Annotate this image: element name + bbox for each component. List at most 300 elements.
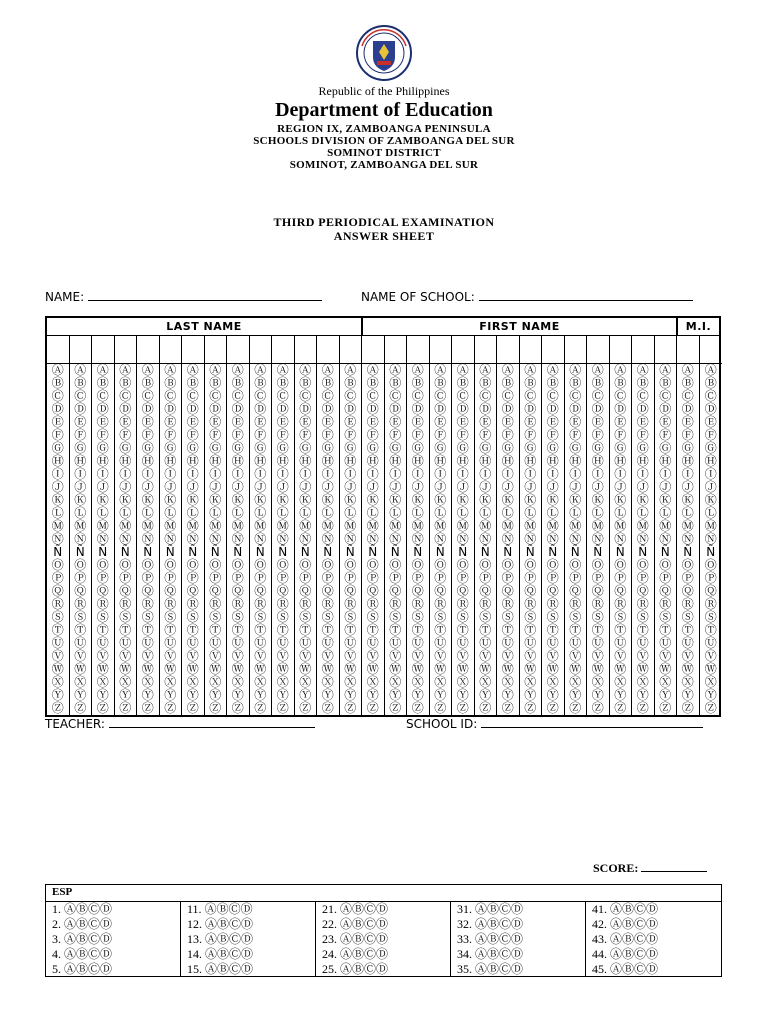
choice-bubble[interactable]: Ⓓ: [376, 917, 389, 931]
letter-bubble[interactable]: Ⓣ: [74, 623, 87, 637]
letter-bubble[interactable]: Ⓧ: [344, 675, 357, 689]
letter-bubble[interactable]: Ⓔ: [389, 415, 402, 429]
choice-bubble[interactable]: Ⓑ: [217, 917, 230, 931]
letter-bubble[interactable]: Ñ: [210, 545, 220, 559]
choice-bubble[interactable]: Ⓒ: [228, 902, 241, 916]
letter-bubble[interactable]: Ⓛ: [164, 506, 177, 520]
letter-bubble[interactable]: Ⓠ: [119, 584, 132, 598]
letter-bubble[interactable]: Ⓑ: [366, 376, 379, 390]
letter-write-box[interactable]: [70, 336, 92, 364]
letter-bubble[interactable]: Ⓑ: [164, 376, 177, 390]
letter-bubble[interactable]: Ⓗ: [479, 454, 492, 468]
letter-bubble[interactable]: Ⓗ: [636, 454, 649, 468]
letter-bubble[interactable]: Ⓡ: [636, 597, 649, 611]
letter-bubble[interactable]: Ⓠ: [344, 584, 357, 598]
choice-bubble[interactable]: Ⓒ: [499, 917, 512, 931]
letter-bubble[interactable]: Ⓗ: [659, 454, 672, 468]
letter-bubble[interactable]: Ñ: [638, 545, 648, 559]
letter-bubble[interactable]: Ⓟ: [164, 571, 177, 585]
choice-bubble[interactable]: Ⓒ: [229, 962, 242, 976]
letter-bubble[interactable]: Ⓦ: [74, 662, 87, 676]
choice-bubble[interactable]: Ⓐ: [64, 917, 77, 931]
letter-bubble[interactable]: Ⓦ: [321, 662, 334, 676]
letter-bubble[interactable]: Ⓜ: [456, 519, 469, 533]
letter-bubble[interactable]: Ⓧ: [74, 675, 87, 689]
letter-bubble[interactable]: Ⓘ: [119, 467, 132, 481]
letter-bubble[interactable]: Ⓑ: [704, 376, 717, 390]
letter-bubble[interactable]: Ⓐ: [681, 363, 694, 377]
choice-bubble[interactable]: Ⓐ: [64, 932, 77, 946]
letter-bubble[interactable]: Ⓝ: [456, 532, 469, 546]
letter-bubble[interactable]: Ⓨ: [704, 688, 717, 702]
letter-bubble[interactable]: Ⓟ: [186, 571, 199, 585]
letter-bubble[interactable]: Ⓡ: [119, 597, 132, 611]
letter-bubble[interactable]: Ⓢ: [704, 610, 717, 624]
letter-bubble[interactable]: Ⓝ: [546, 532, 559, 546]
letter-bubble[interactable]: Ⓡ: [456, 597, 469, 611]
choice-bubble[interactable]: Ⓐ: [204, 902, 217, 916]
letter-bubble[interactable]: Ⓔ: [209, 415, 222, 429]
letter-bubble[interactable]: Ⓩ: [209, 701, 222, 715]
letter-bubble[interactable]: Ⓟ: [524, 571, 537, 585]
letter-bubble[interactable]: Ⓐ: [569, 363, 582, 377]
choice-bubble[interactable]: Ⓓ: [376, 932, 389, 946]
letter-bubble[interactable]: Ⓨ: [366, 688, 379, 702]
letter-bubble[interactable]: Ⓨ: [254, 688, 267, 702]
letter-bubble[interactable]: Ⓚ: [546, 493, 559, 507]
letter-bubble[interactable]: Ⓒ: [74, 389, 87, 403]
letter-bubble[interactable]: Ⓞ: [659, 558, 672, 572]
choice-bubble[interactable]: Ⓓ: [646, 947, 659, 961]
letter-bubble[interactable]: Ⓙ: [659, 480, 672, 494]
letter-bubble[interactable]: Ⓓ: [51, 402, 64, 416]
letter-bubble[interactable]: Ⓣ: [276, 623, 289, 637]
letter-bubble[interactable]: Ⓙ: [389, 480, 402, 494]
letter-bubble[interactable]: Ⓢ: [389, 610, 402, 624]
letter-bubble[interactable]: Ⓗ: [96, 454, 109, 468]
letter-bubble[interactable]: Ⓖ: [321, 441, 334, 455]
letter-bubble[interactable]: Ⓦ: [186, 662, 199, 676]
letter-bubble[interactable]: Ⓙ: [524, 480, 537, 494]
letter-bubble[interactable]: Ⓣ: [456, 623, 469, 637]
choice-bubble[interactable]: Ⓐ: [475, 962, 488, 976]
name-field[interactable]: [45, 290, 322, 304]
letter-bubble[interactable]: Ⓤ: [546, 636, 559, 650]
letter-bubble[interactable]: Ⓑ: [479, 376, 492, 390]
letter-bubble[interactable]: Ⓞ: [231, 558, 244, 572]
choice-bubble[interactable]: Ⓒ: [88, 917, 101, 931]
letter-bubble[interactable]: Ⓨ: [344, 688, 357, 702]
letter-bubble[interactable]: Ⓩ: [704, 701, 717, 715]
letter-bubble[interactable]: Ⓕ: [389, 428, 402, 442]
letter-bubble[interactable]: Ⓧ: [299, 675, 312, 689]
letter-bubble[interactable]: Ⓤ: [434, 636, 447, 650]
letter-bubble[interactable]: Ⓟ: [74, 571, 87, 585]
letter-bubble[interactable]: Ⓨ: [96, 688, 109, 702]
letter-bubble[interactable]: Ⓐ: [321, 363, 334, 377]
letter-bubble[interactable]: Ⓢ: [366, 610, 379, 624]
letter-bubble[interactable]: Ⓓ: [96, 402, 109, 416]
letter-bubble[interactable]: Ⓛ: [524, 506, 537, 520]
letter-bubble[interactable]: Ⓓ: [434, 402, 447, 416]
letter-bubble[interactable]: Ⓒ: [164, 389, 177, 403]
letter-bubble[interactable]: Ⓝ: [524, 532, 537, 546]
letter-bubble[interactable]: Ⓘ: [321, 467, 334, 481]
letter-bubble[interactable]: Ⓘ: [186, 467, 199, 481]
letter-bubble[interactable]: Ⓩ: [659, 701, 672, 715]
letter-bubble[interactable]: Ⓒ: [681, 389, 694, 403]
letter-bubble[interactable]: Ⓩ: [344, 701, 357, 715]
letter-bubble[interactable]: Ⓜ: [74, 519, 87, 533]
letter-bubble[interactable]: Ⓟ: [51, 571, 64, 585]
letter-bubble[interactable]: Ⓣ: [366, 623, 379, 637]
letter-bubble[interactable]: Ñ: [413, 545, 423, 559]
letter-bubble[interactable]: Ⓞ: [74, 558, 87, 572]
letter-bubble[interactable]: Ⓜ: [659, 519, 672, 533]
letter-bubble[interactable]: Ⓔ: [231, 415, 244, 429]
letter-bubble[interactable]: Ⓚ: [164, 493, 177, 507]
letter-bubble[interactable]: Ⓚ: [209, 493, 222, 507]
letter-bubble[interactable]: Ⓦ: [276, 662, 289, 676]
choice-bubble[interactable]: Ⓓ: [376, 902, 389, 916]
letter-bubble[interactable]: Ⓥ: [456, 649, 469, 663]
letter-bubble[interactable]: Ⓒ: [366, 389, 379, 403]
letter-bubble[interactable]: Ⓘ: [254, 467, 267, 481]
letter-bubble[interactable]: Ⓑ: [321, 376, 334, 390]
letter-bubble[interactable]: Ⓘ: [141, 467, 154, 481]
letter-bubble[interactable]: Ⓧ: [209, 675, 222, 689]
choice-bubble[interactable]: Ⓓ: [511, 932, 524, 946]
letter-bubble[interactable]: Ⓐ: [411, 363, 424, 377]
letter-bubble[interactable]: Ⓛ: [344, 506, 357, 520]
letter-bubble[interactable]: Ⓖ: [479, 441, 492, 455]
letter-bubble[interactable]: Ⓛ: [434, 506, 447, 520]
letter-bubble[interactable]: Ⓦ: [456, 662, 469, 676]
letter-bubble[interactable]: Ⓢ: [659, 610, 672, 624]
letter-bubble[interactable]: Ⓤ: [321, 636, 334, 650]
letter-bubble[interactable]: Ⓖ: [636, 441, 649, 455]
letter-bubble[interactable]: Ⓩ: [479, 701, 492, 715]
letter-bubble[interactable]: Ⓚ: [456, 493, 469, 507]
letter-bubble[interactable]: Ⓖ: [434, 441, 447, 455]
letter-bubble[interactable]: Ⓘ: [501, 467, 514, 481]
letter-bubble[interactable]: Ⓗ: [524, 454, 537, 468]
choice-bubble[interactable]: Ⓓ: [511, 962, 524, 976]
choice-bubble[interactable]: Ⓑ: [352, 902, 365, 916]
letter-bubble[interactable]: Ⓗ: [344, 454, 357, 468]
letter-write-box[interactable]: [587, 336, 609, 364]
letter-bubble[interactable]: Ⓦ: [591, 662, 604, 676]
letter-bubble[interactable]: Ⓞ: [636, 558, 649, 572]
letter-bubble[interactable]: Ⓔ: [299, 415, 312, 429]
letter-write-box[interactable]: [632, 336, 654, 364]
letter-bubble[interactable]: Ⓓ: [591, 402, 604, 416]
letter-write-box[interactable]: [700, 336, 723, 364]
letter-bubble[interactable]: Ⓔ: [254, 415, 267, 429]
letter-write-box[interactable]: [610, 336, 632, 364]
letter-bubble[interactable]: Ⓛ: [321, 506, 334, 520]
letter-bubble[interactable]: Ñ: [75, 545, 85, 559]
choice-bubble[interactable]: Ⓓ: [100, 902, 113, 916]
choice-bubble[interactable]: Ⓑ: [352, 932, 365, 946]
letter-bubble[interactable]: Ⓖ: [591, 441, 604, 455]
letter-bubble[interactable]: Ⓦ: [254, 662, 267, 676]
letter-bubble[interactable]: Ⓣ: [186, 623, 199, 637]
letter-bubble[interactable]: Ⓩ: [141, 701, 154, 715]
letter-bubble[interactable]: Ⓐ: [456, 363, 469, 377]
letter-bubble[interactable]: Ⓧ: [411, 675, 424, 689]
letter-bubble[interactable]: Ⓞ: [456, 558, 469, 572]
letter-bubble[interactable]: Ⓗ: [366, 454, 379, 468]
choice-bubble[interactable]: Ⓓ: [100, 947, 113, 961]
letter-bubble[interactable]: Ⓠ: [569, 584, 582, 598]
letter-bubble[interactable]: Ⓜ: [524, 519, 537, 533]
letter-bubble[interactable]: Ⓖ: [186, 441, 199, 455]
letter-write-box[interactable]: [47, 336, 69, 364]
letter-bubble[interactable]: Ⓚ: [141, 493, 154, 507]
letter-bubble[interactable]: Ⓠ: [659, 584, 672, 598]
letter-bubble[interactable]: Ⓝ: [164, 532, 177, 546]
letter-bubble[interactable]: Ⓛ: [74, 506, 87, 520]
letter-bubble[interactable]: Ⓒ: [299, 389, 312, 403]
letter-bubble[interactable]: Ⓥ: [434, 649, 447, 663]
letter-bubble[interactable]: Ⓕ: [96, 428, 109, 442]
choice-bubble[interactable]: Ⓒ: [499, 932, 512, 946]
letter-bubble[interactable]: Ⓤ: [389, 636, 402, 650]
choice-bubble[interactable]: Ⓑ: [487, 917, 500, 931]
letter-bubble[interactable]: Ⓔ: [456, 415, 469, 429]
letter-bubble[interactable]: Ⓩ: [636, 701, 649, 715]
letter-bubble[interactable]: Ⓖ: [254, 441, 267, 455]
letter-bubble[interactable]: Ⓒ: [96, 389, 109, 403]
letter-bubble[interactable]: Ⓘ: [636, 467, 649, 481]
letter-bubble[interactable]: Ⓜ: [119, 519, 132, 533]
letter-bubble[interactable]: Ⓞ: [389, 558, 402, 572]
letter-bubble[interactable]: Ⓝ: [411, 532, 424, 546]
choice-bubble[interactable]: Ⓑ: [352, 962, 365, 976]
letter-bubble[interactable]: Ⓐ: [51, 363, 64, 377]
school-name-line[interactable]: [479, 290, 693, 301]
letter-bubble[interactable]: Ⓣ: [704, 623, 717, 637]
letter-bubble[interactable]: Ⓓ: [299, 402, 312, 416]
choice-bubble[interactable]: Ⓒ: [364, 902, 377, 916]
letter-bubble[interactable]: Ⓨ: [276, 688, 289, 702]
letter-bubble[interactable]: Ⓕ: [591, 428, 604, 442]
letter-bubble[interactable]: Ⓜ: [299, 519, 312, 533]
letter-bubble[interactable]: Ⓨ: [411, 688, 424, 702]
letter-bubble[interactable]: Ⓓ: [186, 402, 199, 416]
letter-bubble[interactable]: Ⓔ: [411, 415, 424, 429]
letter-bubble[interactable]: Ⓕ: [524, 428, 537, 442]
letter-bubble[interactable]: Ⓡ: [501, 597, 514, 611]
letter-bubble[interactable]: Ⓩ: [389, 701, 402, 715]
letter-bubble[interactable]: Ⓗ: [389, 454, 402, 468]
letter-bubble[interactable]: Ⓛ: [276, 506, 289, 520]
letter-bubble[interactable]: Ⓡ: [524, 597, 537, 611]
choice-bubble[interactable]: Ⓐ: [205, 962, 218, 976]
letter-bubble[interactable]: Ñ: [233, 545, 243, 559]
letter-bubble[interactable]: Ⓖ: [704, 441, 717, 455]
choice-bubble[interactable]: Ⓒ: [364, 947, 377, 961]
letter-bubble[interactable]: Ⓑ: [434, 376, 447, 390]
letter-bubble[interactable]: Ⓞ: [614, 558, 627, 572]
letter-bubble[interactable]: Ⓟ: [659, 571, 672, 585]
letter-bubble[interactable]: Ⓦ: [659, 662, 672, 676]
letter-bubble[interactable]: Ⓩ: [501, 701, 514, 715]
choice-bubble[interactable]: Ⓑ: [216, 902, 229, 916]
letter-bubble[interactable]: Ⓖ: [96, 441, 109, 455]
letter-bubble[interactable]: Ⓡ: [344, 597, 357, 611]
letter-bubble[interactable]: Ⓤ: [591, 636, 604, 650]
letter-bubble[interactable]: Ⓡ: [51, 597, 64, 611]
letter-bubble[interactable]: Ⓘ: [479, 467, 492, 481]
letter-bubble[interactable]: Ⓖ: [119, 441, 132, 455]
choice-bubble[interactable]: Ⓒ: [88, 962, 101, 976]
letter-bubble[interactable]: Ⓖ: [366, 441, 379, 455]
letter-bubble[interactable]: Ⓛ: [51, 506, 64, 520]
letter-bubble[interactable]: Ⓤ: [276, 636, 289, 650]
letter-bubble[interactable]: Ⓢ: [456, 610, 469, 624]
letter-bubble[interactable]: Ⓕ: [614, 428, 627, 442]
letter-bubble[interactable]: Ⓦ: [366, 662, 379, 676]
letter-bubble[interactable]: Ⓓ: [479, 402, 492, 416]
letter-bubble[interactable]: Ⓤ: [96, 636, 109, 650]
letter-bubble[interactable]: Ⓚ: [276, 493, 289, 507]
letter-bubble[interactable]: Ⓚ: [434, 493, 447, 507]
letter-bubble[interactable]: Ⓧ: [321, 675, 334, 689]
letter-bubble[interactable]: Ⓠ: [434, 584, 447, 598]
choice-bubble[interactable]: Ⓒ: [634, 932, 647, 946]
choice-bubble[interactable]: Ⓐ: [340, 902, 353, 916]
letter-bubble[interactable]: Ⓘ: [344, 467, 357, 481]
letter-bubble[interactable]: Ⓘ: [434, 467, 447, 481]
letter-bubble[interactable]: Ⓣ: [681, 623, 694, 637]
letter-bubble[interactable]: Ⓠ: [681, 584, 694, 598]
letter-bubble[interactable]: Ⓤ: [344, 636, 357, 650]
letter-bubble[interactable]: Ⓩ: [119, 701, 132, 715]
letter-bubble[interactable]: Ⓑ: [231, 376, 244, 390]
letter-bubble[interactable]: Ⓠ: [479, 584, 492, 598]
letter-bubble[interactable]: Ⓥ: [231, 649, 244, 663]
letter-bubble[interactable]: Ⓘ: [524, 467, 537, 481]
letter-bubble[interactable]: Ⓞ: [254, 558, 267, 572]
letter-bubble[interactable]: Ⓕ: [366, 428, 379, 442]
letter-bubble[interactable]: Ⓥ: [636, 649, 649, 663]
letter-bubble[interactable]: Ⓥ: [681, 649, 694, 663]
letter-bubble[interactable]: Ⓣ: [434, 623, 447, 637]
letter-bubble[interactable]: Ⓕ: [411, 428, 424, 442]
letter-bubble[interactable]: Ⓜ: [389, 519, 402, 533]
letter-bubble[interactable]: Ⓒ: [524, 389, 537, 403]
letter-bubble[interactable]: Ñ: [525, 545, 535, 559]
letter-bubble[interactable]: Ⓩ: [456, 701, 469, 715]
letter-bubble[interactable]: Ⓒ: [434, 389, 447, 403]
letter-bubble[interactable]: Ⓟ: [591, 571, 604, 585]
letter-bubble[interactable]: Ⓖ: [524, 441, 537, 455]
letter-bubble[interactable]: Ⓢ: [344, 610, 357, 624]
letter-bubble[interactable]: Ⓜ: [254, 519, 267, 533]
letter-bubble[interactable]: Ⓐ: [636, 363, 649, 377]
letter-bubble[interactable]: Ⓩ: [681, 701, 694, 715]
letter-bubble[interactable]: Ⓟ: [366, 571, 379, 585]
letter-bubble[interactable]: Ⓗ: [681, 454, 694, 468]
letter-bubble[interactable]: Ⓣ: [546, 623, 559, 637]
letter-bubble[interactable]: Ⓨ: [479, 688, 492, 702]
letter-bubble[interactable]: Ⓛ: [254, 506, 267, 520]
letter-bubble[interactable]: Ⓨ: [186, 688, 199, 702]
letter-bubble[interactable]: Ⓘ: [591, 467, 604, 481]
letter-bubble[interactable]: Ⓝ: [231, 532, 244, 546]
letter-bubble[interactable]: Ⓜ: [569, 519, 582, 533]
letter-write-box[interactable]: [497, 336, 519, 364]
letter-bubble[interactable]: Ⓖ: [659, 441, 672, 455]
letter-bubble[interactable]: Ⓞ: [681, 558, 694, 572]
letter-write-box[interactable]: [137, 336, 159, 364]
choice-bubble[interactable]: Ⓑ: [76, 917, 89, 931]
letter-write-box[interactable]: [362, 336, 384, 364]
letter-bubble[interactable]: Ⓨ: [659, 688, 672, 702]
letter-bubble[interactable]: Ⓤ: [636, 636, 649, 650]
choice-bubble[interactable]: Ⓑ: [487, 902, 500, 916]
letter-bubble[interactable]: Ⓨ: [591, 688, 604, 702]
letter-write-box[interactable]: [182, 336, 204, 364]
choice-bubble[interactable]: Ⓒ: [88, 932, 101, 946]
letter-bubble[interactable]: Ⓜ: [681, 519, 694, 533]
letter-bubble[interactable]: Ⓢ: [614, 610, 627, 624]
letter-bubble[interactable]: Ⓧ: [276, 675, 289, 689]
choice-bubble[interactable]: Ⓓ: [241, 917, 254, 931]
letter-bubble[interactable]: Ⓢ: [186, 610, 199, 624]
letter-bubble[interactable]: Ⓕ: [704, 428, 717, 442]
letter-bubble[interactable]: Ⓒ: [389, 389, 402, 403]
letter-bubble[interactable]: Ⓠ: [164, 584, 177, 598]
letter-bubble[interactable]: Ⓐ: [479, 363, 492, 377]
letter-bubble[interactable]: Ⓕ: [254, 428, 267, 442]
letter-bubble[interactable]: Ⓡ: [209, 597, 222, 611]
letter-bubble[interactable]: Ⓣ: [141, 623, 154, 637]
letter-bubble[interactable]: Ⓚ: [569, 493, 582, 507]
letter-write-box[interactable]: [677, 336, 699, 364]
letter-bubble[interactable]: Ⓘ: [456, 467, 469, 481]
choice-bubble[interactable]: Ⓐ: [205, 947, 218, 961]
letter-bubble[interactable]: Ⓩ: [321, 701, 334, 715]
letter-bubble[interactable]: Ⓞ: [276, 558, 289, 572]
letter-bubble[interactable]: Ⓡ: [591, 597, 604, 611]
letter-bubble[interactable]: Ⓞ: [96, 558, 109, 572]
letter-bubble[interactable]: Ⓩ: [411, 701, 424, 715]
letter-bubble[interactable]: Ⓧ: [479, 675, 492, 689]
letter-bubble[interactable]: Ⓦ: [96, 662, 109, 676]
letter-bubble[interactable]: Ñ: [683, 545, 693, 559]
letter-bubble[interactable]: Ⓐ: [141, 363, 154, 377]
letter-bubble[interactable]: Ⓜ: [479, 519, 492, 533]
letter-bubble[interactable]: Ⓗ: [254, 454, 267, 468]
letter-bubble[interactable]: Ⓡ: [74, 597, 87, 611]
choice-bubble[interactable]: Ⓐ: [64, 962, 77, 976]
letter-bubble[interactable]: Ⓜ: [141, 519, 154, 533]
name-line[interactable]: [88, 290, 322, 301]
letter-bubble[interactable]: Ⓝ: [591, 532, 604, 546]
letter-bubble[interactable]: Ⓛ: [389, 506, 402, 520]
letter-bubble[interactable]: Ⓔ: [479, 415, 492, 429]
letter-bubble[interactable]: Ⓞ: [119, 558, 132, 572]
letter-bubble[interactable]: Ⓛ: [231, 506, 244, 520]
letter-bubble[interactable]: Ⓗ: [501, 454, 514, 468]
letter-bubble[interactable]: Ⓩ: [366, 701, 379, 715]
letter-bubble[interactable]: Ⓤ: [74, 636, 87, 650]
letter-bubble[interactable]: Ñ: [615, 545, 625, 559]
letter-bubble[interactable]: Ⓕ: [51, 428, 64, 442]
